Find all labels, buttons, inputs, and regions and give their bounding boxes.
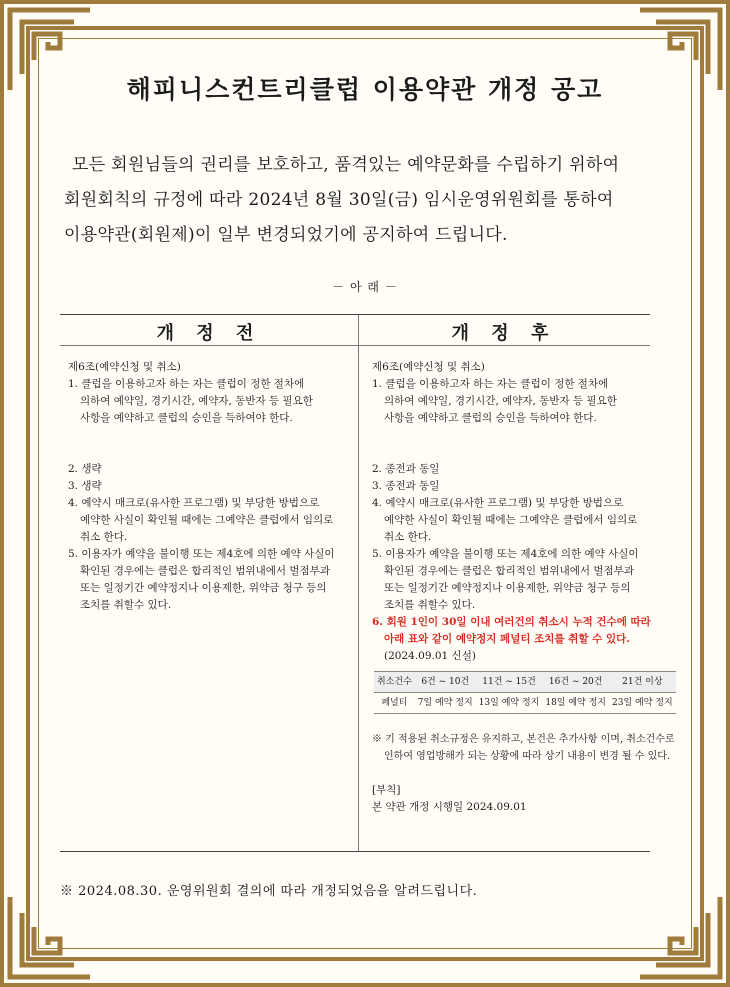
penalty-table	[374, 671, 676, 714]
clause-line: 사항을 예약하고 클럽의 승인을 득하여야 한다.	[80, 412, 293, 424]
clause-line: 1. 클럽을 이용하고자 하는 자는 클럽이 정한 절차에	[68, 378, 305, 390]
after-header: 개 정 후	[451, 323, 557, 344]
table-row	[374, 693, 676, 714]
clause-line: 의하여 예약일, 경기시간, 예약자, 동반자 등 필요한	[80, 395, 313, 407]
clause-line: 또는 일정기간 예약정지나 이용제한, 위약금 청구 등의	[80, 582, 327, 594]
after-column	[372, 359, 675, 816]
table-cell: 13일 예약 정지	[476, 693, 543, 714]
table-cell: 6건 ~ 10건	[415, 672, 476, 693]
new-clause-date: (2024.09.01 신설)	[384, 650, 476, 662]
notice-title: 해피니스컨트리클럽 이용약관 개정 공고	[126, 75, 604, 104]
addendum-text: 본 약관 개정 시행일 2024.09.01	[372, 801, 527, 813]
new-clause-line: 6. 회원 1인이 30일 이내 여러건의 취소시 누적 건수에 따라	[372, 616, 651, 628]
corner-ornament	[634, 891, 726, 983]
table-row	[374, 672, 676, 693]
clause-line: 3. 생략	[68, 480, 102, 492]
before-header: 개 정 전	[156, 323, 262, 344]
clause-line: 조치를 취할수 있다.	[384, 599, 476, 611]
clause-line: 사항을 예약하고 클럽의 승인을 득하여야 한다.	[384, 412, 597, 424]
intro-line: 모든 회원님들의 권리를 보호하고, 품격있는 예약문화를 수립하기 위하여	[72, 155, 620, 175]
article-title: 제6조(예약신청 및 취소)	[372, 361, 485, 373]
clause-line: 의하여 예약일, 경기시간, 예약자, 동반자 등 필요한	[384, 395, 617, 407]
note-line: 인하여 영업방해가 되는 상황에 따라 상기 내용이 변경 될 수 있다.	[384, 751, 671, 762]
intro-paragraph	[64, 148, 670, 253]
clause-line: 조치를 취할수 있다.	[80, 599, 172, 611]
table-cell: 23일 예약 정지	[609, 693, 676, 714]
new-clause-line: 아래 표와 같이 예약정지 페널티 조치를 취할 수 있다.	[384, 633, 630, 645]
clause-line: 1. 클럽을 이용하고자 하는 자는 클럽이 정한 절차에	[372, 378, 609, 390]
clause-line: 2. 종전과 동일	[372, 463, 440, 475]
table-cell: 페널티	[374, 693, 415, 714]
clause-line: 4. 예약시 매크로(유사한 프로그램) 및 부당한 방법으로	[68, 497, 320, 509]
clause-line: 취소 한다.	[384, 531, 432, 543]
intro-line: 이용약관(회원제)이 일부 변경되었기에 공지하여 드립니다.	[64, 225, 508, 245]
clause-line: 또는 일정기간 예약정지나 이용제한, 위약금 청구 등의	[384, 582, 631, 594]
addendum-label: [부칙]	[372, 784, 401, 796]
table-cell: 7일 예약 정지	[415, 693, 476, 714]
footer-note: ※ 2024.08.30. 운영위원회 결의에 따라 개정되었음을 알려드립니다.	[60, 884, 478, 899]
clause-line: 3. 종전과 동일	[372, 480, 440, 492]
section-marker: － 아 래 －	[332, 280, 398, 294]
corner-ornament	[4, 891, 96, 983]
intro-line: 회원회칙의 규정에 따라 2024년 8월 30일(금) 임시운영위원회를 통하여	[64, 190, 614, 210]
table-cell: 11건 ~ 15건	[476, 672, 543, 693]
clause-line: 취소 한다.	[80, 531, 128, 543]
table-header-row	[60, 315, 650, 346]
clause-line: 5. 이용자가 예약을 불이행 또는 제4호에 의한 예약 사실이	[372, 548, 639, 560]
table-cell: 18일 예약 정지	[542, 693, 609, 714]
table-cell: 취소건수	[374, 672, 415, 693]
clause-line: 5. 이용자가 예약을 불이행 또는 제4호에 의한 예약 사실이	[68, 548, 335, 560]
table-cell: 21건 이상	[609, 672, 676, 693]
table-cell: 16건 ~ 20건	[542, 672, 609, 693]
note-line: ※ 기 적용된 취소규정은 유지하고, 본건은 추가사항 이며, 취소건수로	[372, 734, 675, 745]
column-divider	[358, 315, 359, 851]
clause-line: 예약한 사실이 확인될 때에는 그예약은 클럽에서 임의로	[80, 514, 334, 526]
clause-line: 예약한 사실이 확인될 때에는 그예약은 클럽에서 임의로	[384, 514, 638, 526]
comparison-table	[60, 314, 675, 852]
clause-line: 확인된 경우에는 클럽은 합리적인 범위내에서 벌점부과	[384, 565, 634, 577]
article-title: 제6조(예약신청 및 취소)	[68, 361, 181, 373]
clause-line: 2. 생략	[68, 463, 102, 475]
before-column	[68, 359, 353, 614]
clause-line: 확인된 경우에는 클럽은 합리적인 범위내에서 벌점부과	[80, 565, 330, 577]
clause-line: 4. 예약시 매크로(유사한 프로그램) 및 부당한 방법으로	[372, 497, 624, 509]
